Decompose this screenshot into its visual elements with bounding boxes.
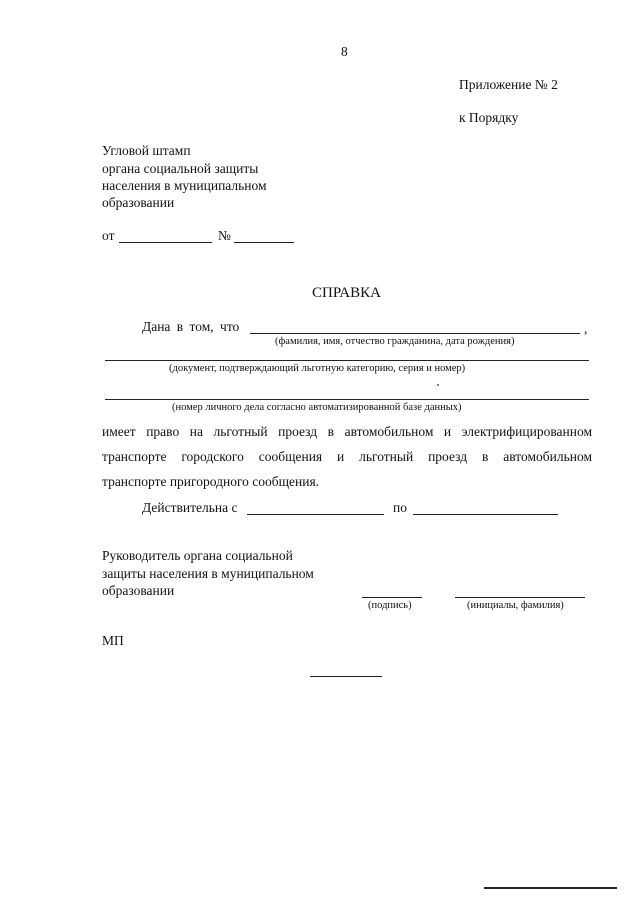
document-hint: (документ, подтверждающий льготную категорию, серия и номер) — [169, 363, 466, 374]
page-number: 8 — [341, 44, 348, 59]
appendix-subtitle: к Порядку — [459, 110, 519, 125]
number-label: № — [218, 228, 231, 243]
document-field-line — [105, 360, 589, 361]
stamp-line: образовании — [102, 195, 175, 210]
signatory-position: Руководитель органа социальной — [102, 548, 293, 563]
seal-label: МП — [102, 633, 124, 648]
document-title: СПРАВКА — [312, 285, 381, 301]
speck-mark — [437, 384, 439, 386]
name-hint: (фамилия, имя, отчество гражданина, дата рождения) — [275, 336, 515, 347]
given-prefix: Дана в том, что — [142, 319, 240, 334]
footer-rule — [484, 887, 617, 889]
valid-from-label: Действительна с — [142, 500, 238, 515]
stamp-line: Угловой штамп — [102, 143, 191, 158]
from-label: от — [102, 228, 115, 243]
paragraph-line: транспорте городского сообщения и льготный проезд в автомобильном — [102, 449, 592, 464]
signature-field-line — [362, 597, 422, 598]
end-separator — [310, 676, 382, 677]
signatory-position: защиты населения в муниципальном — [102, 566, 314, 581]
initials-field-line — [455, 597, 585, 598]
case-number-hint: (номер личного дела согласно автоматизированной базе данных) — [172, 402, 462, 413]
valid-from-field-line — [247, 514, 384, 515]
paragraph-line: транспорте пригородного сообщения. — [102, 474, 320, 489]
signature-hint: (подпись) — [368, 600, 412, 611]
case-number-field-line — [105, 399, 589, 400]
paragraph-line: имеет право на льготный проезд в автомобильном и электрифицированном — [102, 424, 592, 439]
name-field-line — [250, 333, 580, 334]
stamp-line: населения в муниципальном — [102, 178, 267, 193]
given-suffix: , — [584, 321, 588, 336]
valid-to-field-line — [413, 514, 558, 515]
date-field-line — [119, 242, 212, 243]
number-field-line — [234, 242, 294, 243]
stamp-line: органа социальной защиты — [102, 161, 259, 176]
signatory-position: образовании — [102, 583, 175, 598]
initials-hint: (инициалы, фамилия) — [467, 600, 564, 611]
appendix-title: Приложение № 2 — [459, 77, 558, 92]
valid-to-label: по — [393, 500, 407, 515]
